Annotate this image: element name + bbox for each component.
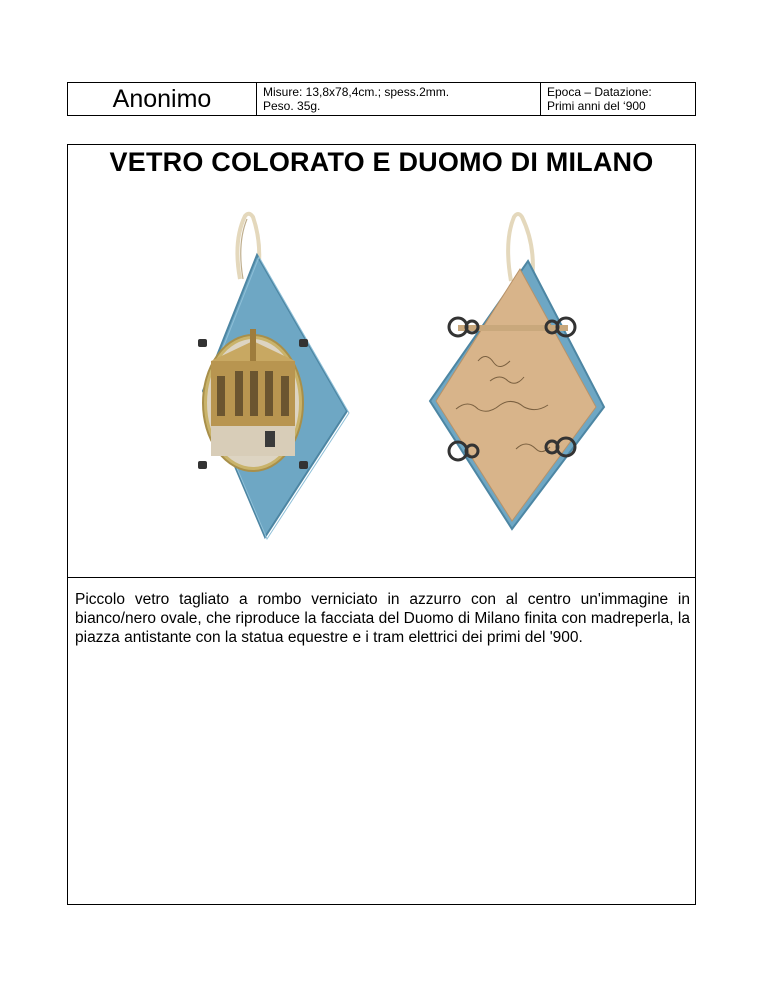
weight-text: Peso. 35g. <box>263 99 321 113</box>
author-cell <box>68 83 257 115</box>
measures-cell <box>257 83 541 115</box>
header-table <box>67 82 696 116</box>
date-cell <box>541 83 695 115</box>
date-value: Primi anni del ‘900 <box>547 99 646 113</box>
main-card <box>67 144 696 905</box>
front-image <box>195 211 355 541</box>
image-section <box>68 145 695 578</box>
measures-text: Misure: 13,8x78,4cm.; spess.2mm. <box>263 85 450 99</box>
description-text: Piccolo vetro tagliato a rombo verniciato in azzurro con al centro un'immagine in bianco/nero ovale, che riproduce la facciata del Duomo di Milano finita con madreperla, la piazza antistante con la statua equestre e i tram elettrici dei primi del '900. <box>75 591 690 646</box>
date-label: Epoca – Datazione: <box>547 85 652 99</box>
author-name: Anonimo <box>112 84 212 113</box>
back-image <box>416 211 606 531</box>
page-title: VETRO COLORATO E DUOMO DI MILANO <box>109 147 654 177</box>
